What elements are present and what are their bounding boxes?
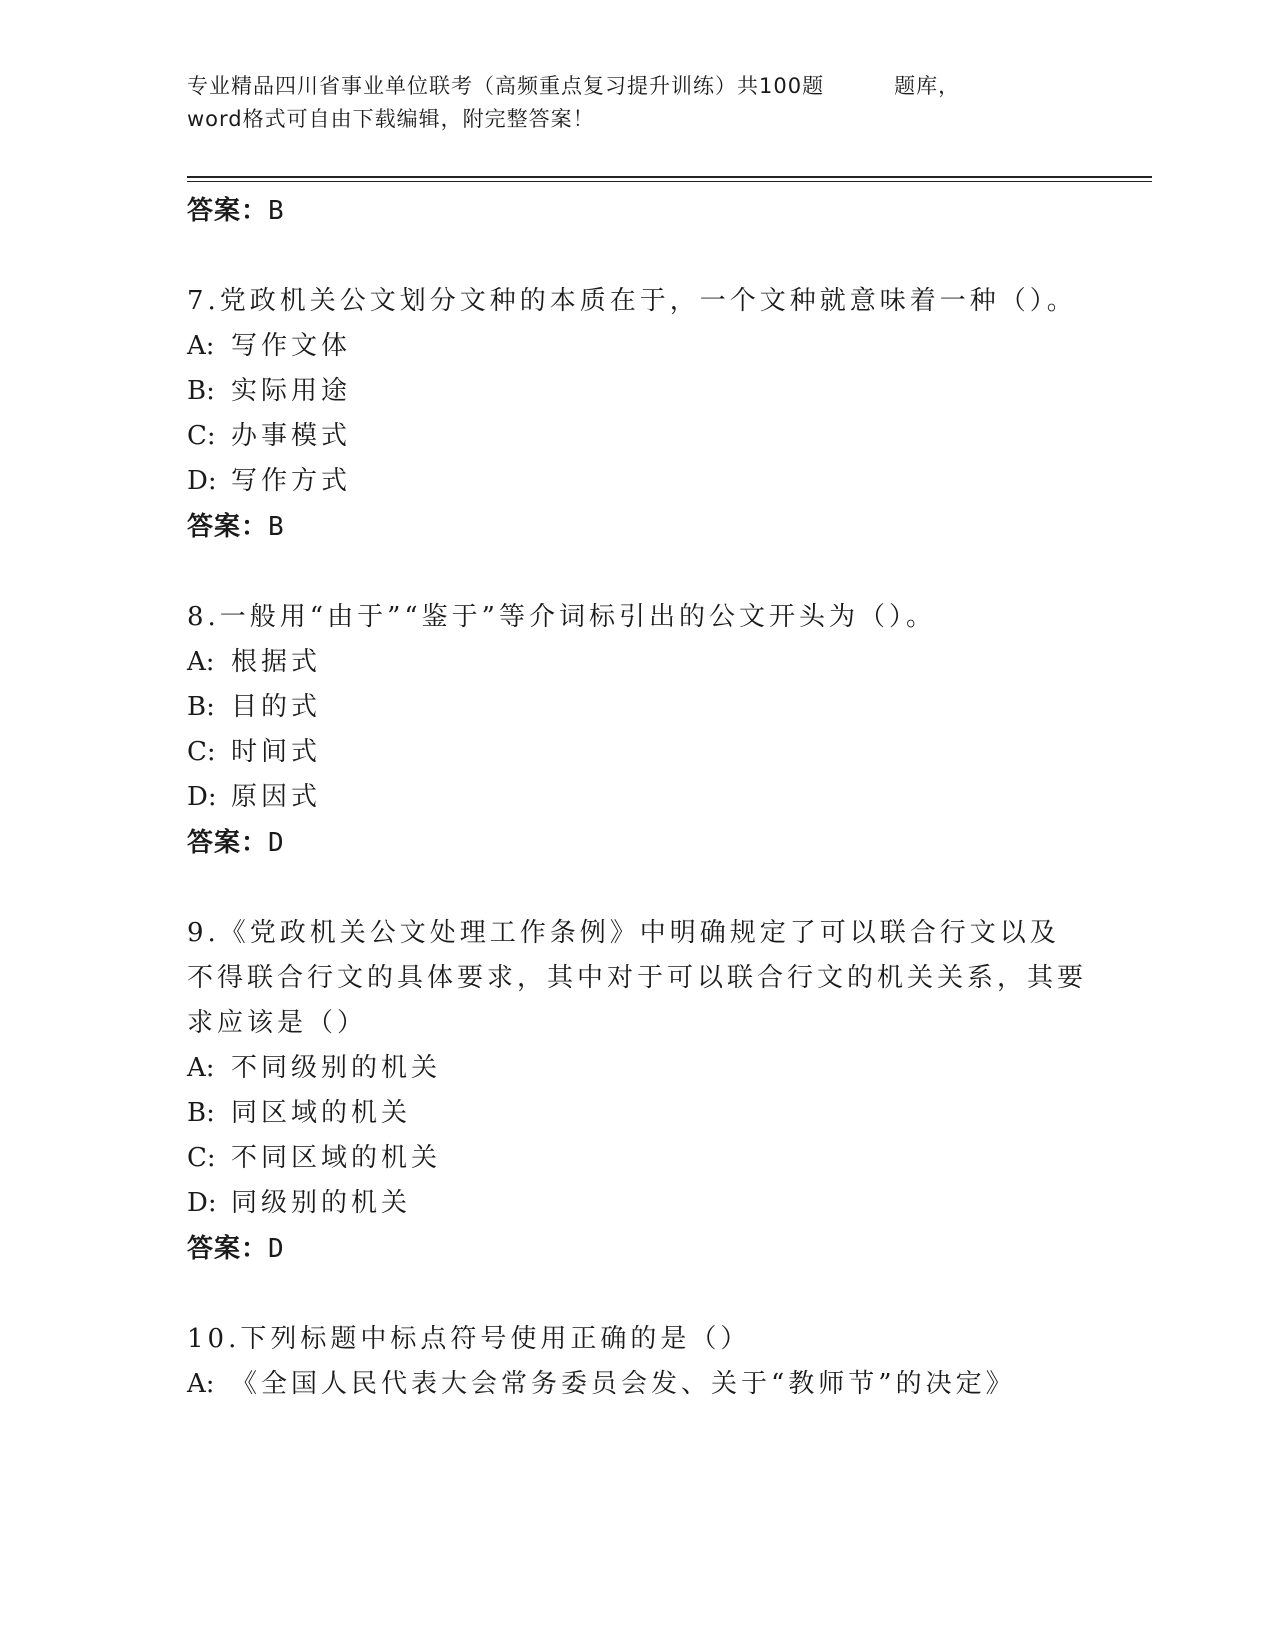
option-a <box>187 324 1087 369</box>
answer-line <box>187 820 1087 866</box>
option-letter: B: <box>187 376 215 406</box>
option-letter: A: <box>187 331 215 361</box>
option-a <box>187 1362 1087 1407</box>
answer-line <box>187 1226 1087 1272</box>
option-letter: C: <box>187 421 216 451</box>
option-text: 原因式 <box>231 782 322 812</box>
option-b <box>187 1091 1087 1136</box>
answer-value: B <box>268 196 285 226</box>
header-divider-thin <box>187 181 1152 182</box>
question-10: 10.下列标题中标点符号使用正确的是（） <box>187 1324 751 1354</box>
option-letter: D: <box>187 1188 217 1218</box>
option-b <box>187 369 1087 414</box>
option-text: 《全国人民代表大会常务委员会发、关于“教师节”的决定》 <box>231 1369 1016 1399</box>
option-letter: D: <box>187 466 217 496</box>
option-letter: D: <box>187 782 217 812</box>
option-text: 不同区域的机关 <box>231 1143 442 1173</box>
option-text: 实际用途 <box>231 376 352 406</box>
option-c <box>187 730 1087 775</box>
option-d <box>187 459 1087 504</box>
header-title: 专业精品四川省事业单位联考（高频重点复习提升训练）共100题 <box>187 74 825 98</box>
option-letter: A: <box>187 1053 215 1083</box>
option-text: 同区域的机关 <box>231 1098 412 1128</box>
option-c <box>187 1136 1087 1181</box>
option-text: 写作方式 <box>231 466 352 496</box>
option-text: 不同级别的机关 <box>231 1053 442 1083</box>
header-line-1 <box>187 70 1047 103</box>
option-c <box>187 414 1087 459</box>
option-b <box>187 685 1087 730</box>
answer-line <box>187 504 1087 550</box>
answer-line <box>187 188 1087 234</box>
answer-label: 答案： <box>187 1234 269 1264</box>
question-8: 8.一般用“由于”“鉴于”等介词标引出的公文开头为（）。 <box>187 602 936 632</box>
option-letter: B: <box>187 692 215 722</box>
header-divider-thick <box>187 176 1152 178</box>
answer-label: 答案： <box>187 512 269 542</box>
option-a <box>187 640 1087 685</box>
answer-value: B <box>268 512 285 542</box>
option-text: 写作文体 <box>231 331 352 361</box>
question-9: 9.《党政机关公文处理工作条例》中明确规定了可以联合行文以及不得联合行文的具体要求，其中对于可以联合行文的机关关系，其要求应该是（） <box>187 918 1088 1038</box>
option-letter: A: <box>187 647 215 677</box>
option-d <box>187 775 1087 820</box>
option-letter: C: <box>187 737 216 767</box>
option-letter: A: <box>187 1369 215 1399</box>
option-a <box>187 1046 1087 1091</box>
page-header <box>187 70 1047 136</box>
answer-value: D <box>268 1234 285 1264</box>
header-title-suffix: 题库， <box>894 74 961 98</box>
option-letter: B: <box>187 1098 215 1128</box>
option-letter: C: <box>187 1143 216 1173</box>
answer-value: D <box>268 828 285 858</box>
option-text: 同级别的机关 <box>231 1188 412 1218</box>
option-text: 根据式 <box>231 647 322 677</box>
answer-label: 答案： <box>187 196 269 226</box>
option-d <box>187 1181 1087 1226</box>
question-list <box>187 188 1087 1407</box>
option-text: 办事模式 <box>231 421 352 451</box>
question-7: 7.党政机关公文划分文种的本质在于，一个文种就意味着一种（）。 <box>187 286 1077 316</box>
option-text: 目的式 <box>231 692 322 722</box>
header-line-2: word格式可自由下载编辑，附完整答案！ <box>187 107 595 131</box>
answer-label: 答案： <box>187 828 269 858</box>
option-text: 时间式 <box>231 737 322 767</box>
